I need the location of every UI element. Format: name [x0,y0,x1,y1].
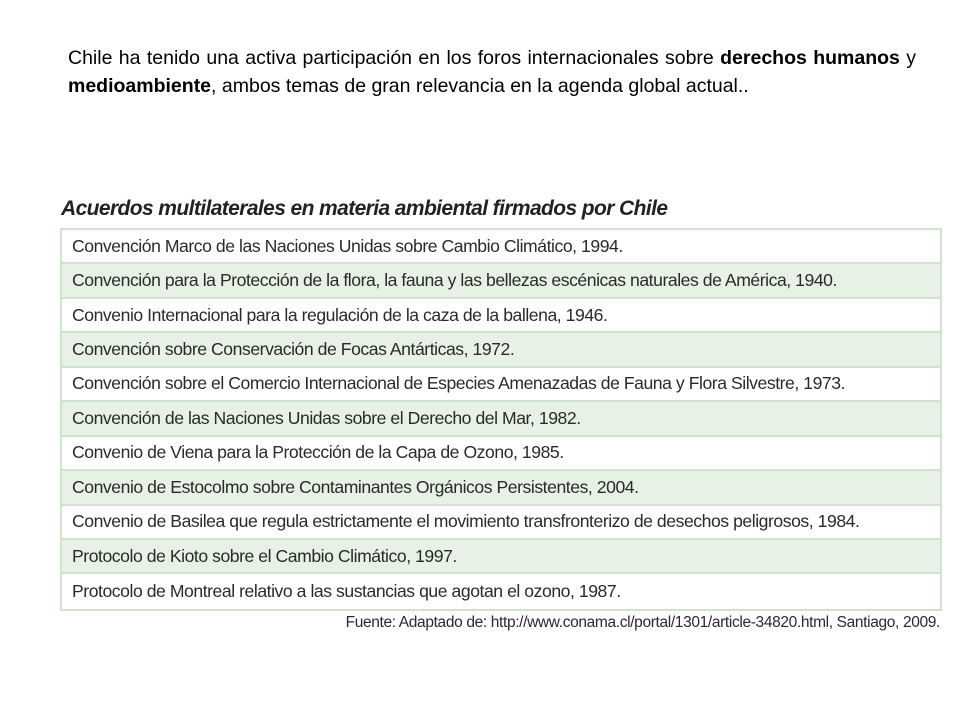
table-row: Convención sobre Conservación de Focas Antárticas, 1972. [62,333,940,367]
table-row: Convención para la Protección de la flora, la fauna y las bellezas escénicas naturales de América, 1940. [62,264,940,298]
table-row: Protocolo de Montreal relativo a las sustancias que agotan el ozono, 1987. [72,581,621,602]
table-row: Protocolo de Kioto sobre el Cambio Climático, 1997. [62,540,940,574]
intro-text-2: y [899,47,916,69]
table-title: Acuerdos multilaterales en materia ambiental firmados por Chile [61,197,668,220]
agreements-table [60,228,942,611]
table-row: Convenio de Estocolmo sobre Contaminantes Orgánicos Persistentes, 2004. [62,471,940,505]
intro-bold-medioambiente: medioambiente [68,75,212,97]
intro-paragraph [68,44,916,100]
intro-bold-derechos-humanos: derechos humanos [720,47,900,69]
source-citation: Fuente: Adaptado de: http://www.conama.cl/portal/1301/article-34820.html, Santiago, 2009. [345,614,940,631]
table-row: Convención Marco de las Naciones Unidas sobre Cambio Climático, 1994. [62,230,940,264]
table-row: Convención sobre el Comercio Internacional de Especies Amenazadas de Fauna y Flora Silvestre, 1973. [62,368,940,402]
intro-text-3: , ambos temas de gran relevancia en la agenda global actual.. [211,75,749,97]
table-row: Convenio de Viena para la Protección de la Capa de Ozono, 1985. [62,437,940,471]
table-row: Convenio Internacional para la regulación de la caza de la ballena, 1946. [62,299,940,333]
table-row: Convención de las Naciones Unidas sobre el Derecho del Mar, 1982. [62,402,940,436]
intro-text-1: Chile ha tenido una activa participación en los foros internacionales sobre [68,47,721,69]
table-row: Convenio de Basilea que regula estrictamente el movimiento transfronterizo de desechos peligrosos, 1984. [62,506,940,540]
